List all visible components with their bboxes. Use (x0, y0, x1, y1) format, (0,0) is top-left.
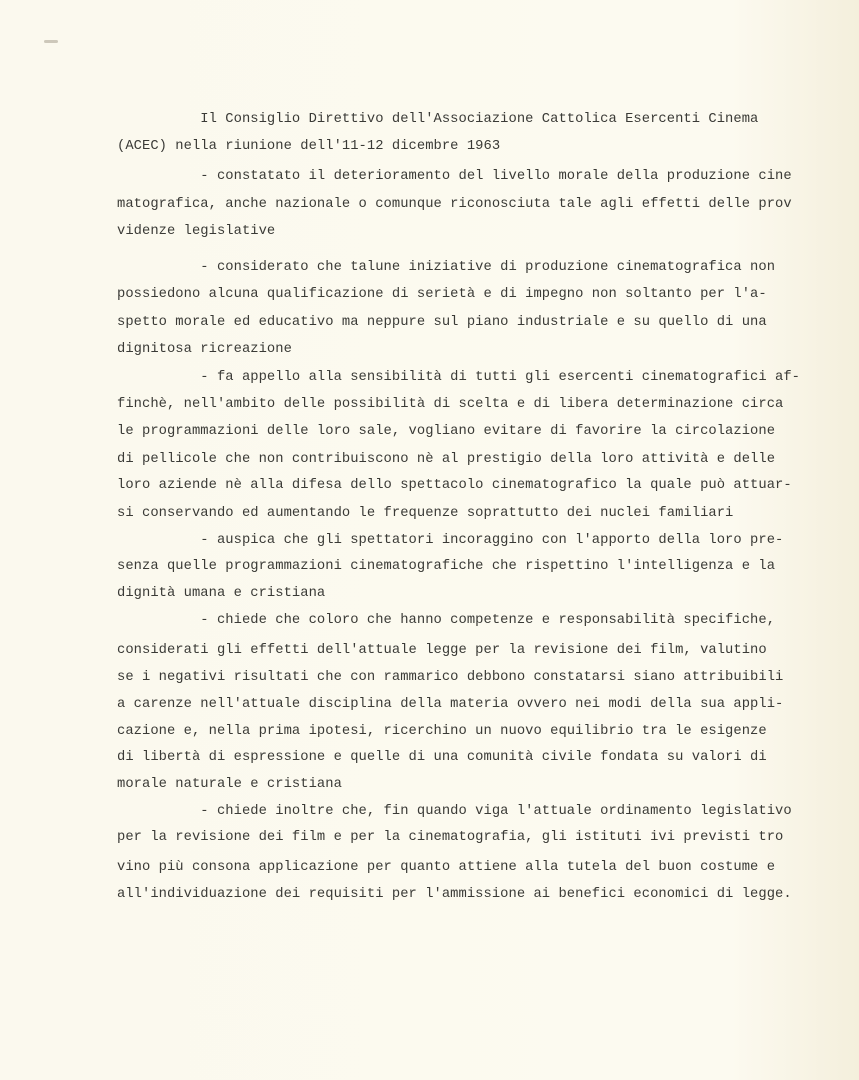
text-line: matografica, anche nazionale o comunque riconosciuta tale agli effetti delle prov (117, 197, 792, 212)
text-line: (ACEC) nella riunione dell'11-12 dicembre 1963 (117, 139, 501, 154)
text-line: le programmazioni delle loro sale, vogliano evitare di favorire la circolazione (117, 424, 776, 439)
text-line: per la revisione dei film e per la cinematografia, gli istituti ivi previsti tro (117, 830, 784, 845)
ink-smudge (44, 40, 58, 43)
text-line: senza quelle programmazioni cinematografiche che rispettino l'intelligenza e la (117, 559, 776, 574)
text-line: - constatato il deterioramento del livello morale della produzione cine (117, 169, 792, 184)
text-line: - considerato che talune iniziative di produzione cinematografica non (117, 260, 776, 275)
text-line: morale naturale e cristiana (117, 777, 342, 792)
text-line: possiedono alcuna qualificazione di serietà e di impegno non soltanto per l'a- (117, 287, 767, 302)
text-line: vino più consona applicazione per quanto attiene alla tutela del buon costume e (117, 860, 776, 875)
text-line: di pellicole che non contribuiscono nè al prestigio della loro attività e delle (117, 452, 776, 467)
text-line: loro aziende nè alla difesa dello spettacolo cinematografico la quale può attuar- (117, 478, 792, 493)
text-line: - chiede inoltre che, fin quando viga l'attuale ordinamento legislativo (117, 804, 792, 819)
text-line: all'individuazione dei requisiti per l'ammissione ai benefici economici di legge. (117, 887, 792, 902)
text-line: - chiede che coloro che hanno competenze e responsabilità specifiche, (117, 613, 776, 628)
text-line: - fa appello alla sensibilità di tutti gli esercenti cinematografici af- (117, 370, 801, 385)
text-line: finchè, nell'ambito delle possibilità di scelta e di libera determinazione circa (117, 397, 784, 412)
text-line: dignitosa ricreazione (117, 342, 292, 357)
text-line: di libertà di espressione e quelle di una comunità civile fondata su valori di (117, 750, 767, 765)
text-line: si conservando ed aumentando le frequenze soprattutto dei nuclei familiari (117, 506, 734, 521)
text-line: considerati gli effetti dell'attuale legge per la revisione dei film, valutino (117, 643, 767, 658)
text-line: spetto morale ed educativo ma neppure sul piano industriale e su quello di una (117, 315, 767, 330)
text-line: se i negativi risultati che con rammarico debbono constatarsi siano attribuibili (117, 670, 784, 685)
text-line: dignità umana e cristiana (117, 586, 326, 601)
text-line: - auspica che gli spettatori incoraggino con l'apporto della loro pre- (117, 533, 784, 548)
text-line: a carenze nell'attuale disciplina della materia ovvero nei modi della sua appli- (117, 697, 784, 712)
text-line: videnze legislative (117, 224, 276, 239)
text-line: cazione e, nella prima ipotesi, ricerchino un nuovo equilibrio tra le esigenze (117, 724, 767, 739)
text-line: Il Consiglio Direttivo dell'Associazione Cattolica Esercenti Cinema (117, 112, 759, 127)
